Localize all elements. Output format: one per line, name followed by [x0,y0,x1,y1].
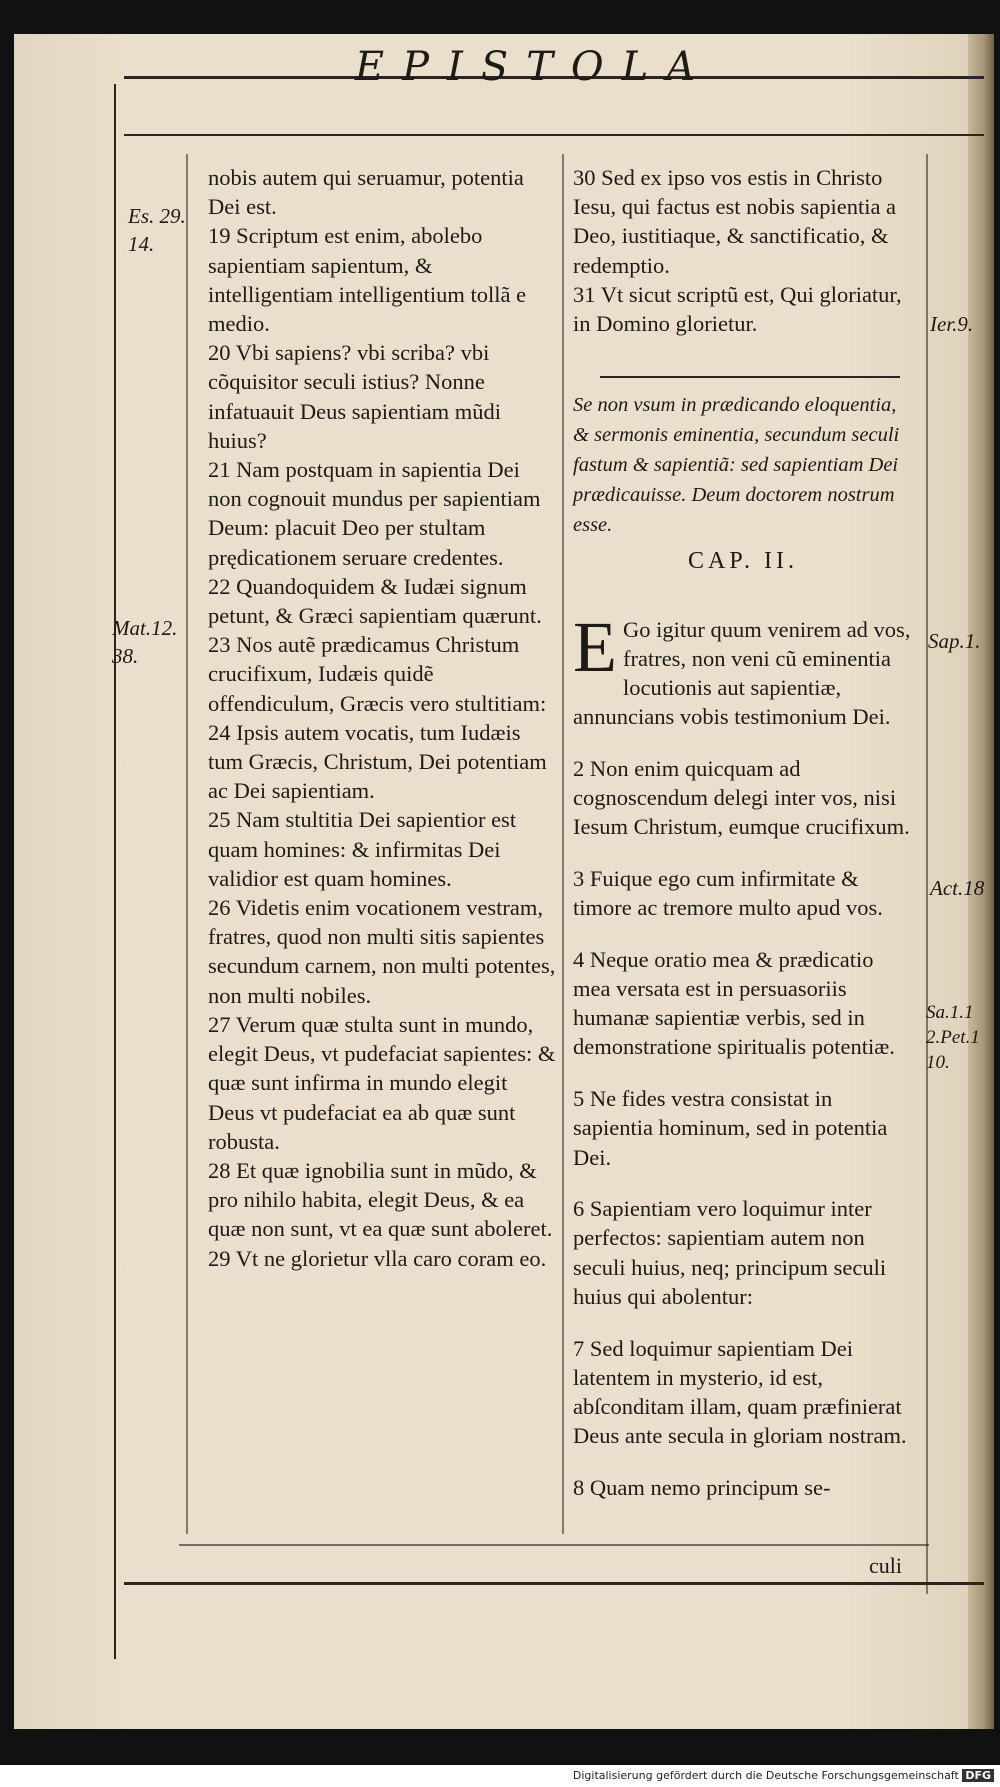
margin-ref-line: 2.Pet.1 [926,1027,980,1048]
margin-ref-peter [926,1000,980,1075]
verse-31: 31 Vt sicut scriptũ est, Qui gloriatur, in Domino glorietur. [573,281,902,337]
margin-ref-line: Es. 29. [128,204,186,228]
right-column-rule [926,154,928,1594]
chapter-text [573,592,913,1525]
verse-24: 24 Ipsis autem vocatis, tum Iudæis tum Græcis, Christum, Dei potentiam ac Dei sapientiam. [208,719,547,804]
margin-ref-jeremiah: Ier.9. [930,312,974,336]
verse-23: 23 Nos autẽ prædicamus Christum crucifixum, Iudæis quidẽ offendiculum, Græcis vero stultitiam: [208,632,547,716]
verse-5: 5 Ne fides vestra consistat in sapientia hominum, sed in potentia Dei. [573,1086,888,1170]
margin-ref-line: 10. [926,1052,950,1073]
left-frame-rule [114,84,116,1659]
drop-cap: E [573,606,617,687]
column-divider [562,154,564,1534]
margin-ref-line: Mat.12. [112,616,178,640]
dfg-logo: DFG [962,1769,994,1782]
catchword: culi [869,1553,902,1578]
chapter-summary: Se non vsum in prædicando eloquentia, & sermonis eminentia, secundum seculi fastum & sapientiã: sed sapientiam Dei prædicauisse. Deum doctorem nostrum esse. [573,394,900,536]
header-rule [124,134,984,136]
margin-ref-line: 14. [128,232,155,256]
margin-ref-acts: Act.18 [930,876,985,900]
bottom-rule [124,1582,984,1585]
bottom-inner-rule [179,1544,929,1546]
margin-ref-line: Sa.1.1 [926,1002,974,1023]
verse-25: 25 Nam stultitia Dei sapientior est quam homines: & infirmitas Dei validior est quam homines. [208,807,517,891]
verse-19: 19 Scriptum est enim, abolebo sapientiam sapientum, & intelligentiam intelligentium tollã e medio. [208,223,527,337]
verse-3: 3 Fuique ego cum infirmitate & timore ac tremore multo apud vos. [573,865,883,921]
margin-ref-isaiah [128,202,186,258]
verse-30: 30 Sed ex ipso vos estis in Christo Iesu, qui factus est nobis sapientia a Deo, iustitiaque, & sanctificatio, & redemptio. [573,165,897,278]
verse-4: 4 Neque oratio mea & prædicatio mea versata est in persuasoriis humanæ sapientiæ verbis, sed in demonstratione spiritualis potentiæ. [573,946,895,1060]
verse-21: 21 Nam postquam in sapientia Dei non cognouit mundus per sapientiam Deum: placuit Deo per stultam prędicationem seruare credentes. [208,457,541,570]
margin-ref-line: 38. [112,644,139,668]
verse-2: 2 Non enim quicquam ad cognoscendum delegi inter vos, nisi Iesum Christum, eumque crucifixum. [573,755,910,840]
text-column-left [208,163,556,1273]
verse-18-end: nobis autem qui seruamur, potentia Dei est. [208,165,524,220]
margin-ref-matthew [112,614,177,670]
verse-28: 28 Et quæ ignobilia sunt in mũdo, & pro nihilo habita, elegit Deus, & ea quæ non sunt, vt ea quæ sunt aboleret. [208,1157,553,1242]
verse-29: 29 Vt ne glorietur vlla caro coram eo. [208,1245,547,1271]
margin-ref-wisdom: Sap.1. [928,629,981,653]
verse-6: 6 Sapientiam vero loquimur inter perfectos: sapientiam autem non seculi huius, neq; principum seculi huius qui abolentur: [573,1196,887,1309]
chapter-heading: CAP. II. [687,548,798,574]
verse-20: 20 Vbi sapiens? vbi scriba? vbi cõquisitor seculi istius? Nonne infatuauit Deus sapientiam mũdi huius? [208,340,502,453]
digitization-footer [0,1765,1000,1787]
verse-7: 7 Sed loquimur sapientiam Dei latentem in mysterio, id est, abſconditam illam, quam præfinierat Deus ante secula in gloriam nostram. [573,1335,907,1449]
verse-1-text: Go igitur quum venirem ad vos, fratres, non veni cũ eminentia locutionis aut sapientiæ, annuncians vobis testimonium Dei. [573,616,911,730]
page-header: EPISTOLA [354,44,714,90]
verse-27: 27 Verum quæ stulta sunt in mundo, elegit Deus, vt pudefaciat sapientes: & quæ sunt infirma in mundo elegit Deus vt pudefaciat ea ab quæ sunt robusta. [208,1011,556,1154]
verse-26: 26 Videtis enim vocationem vestram, fratres, quod non multi sitis sapientes secundum carnem, non multi potentes, non multi nobiles. [208,895,556,1008]
text-column-right [573,163,913,338]
verse-1 [573,606,913,732]
footer-text: Digitalisierung gefördert durch die Deutsche Forschungsgemeinschaft [572,1769,959,1782]
section-divider [600,376,900,378]
verse-22: 22 Quandoquidem & Iudæi signum petunt, & Græci sapientiam quærunt. [208,573,542,629]
verse-8: 8 Quam nemo principum se- [573,1474,831,1500]
left-column-rule [186,154,188,1534]
